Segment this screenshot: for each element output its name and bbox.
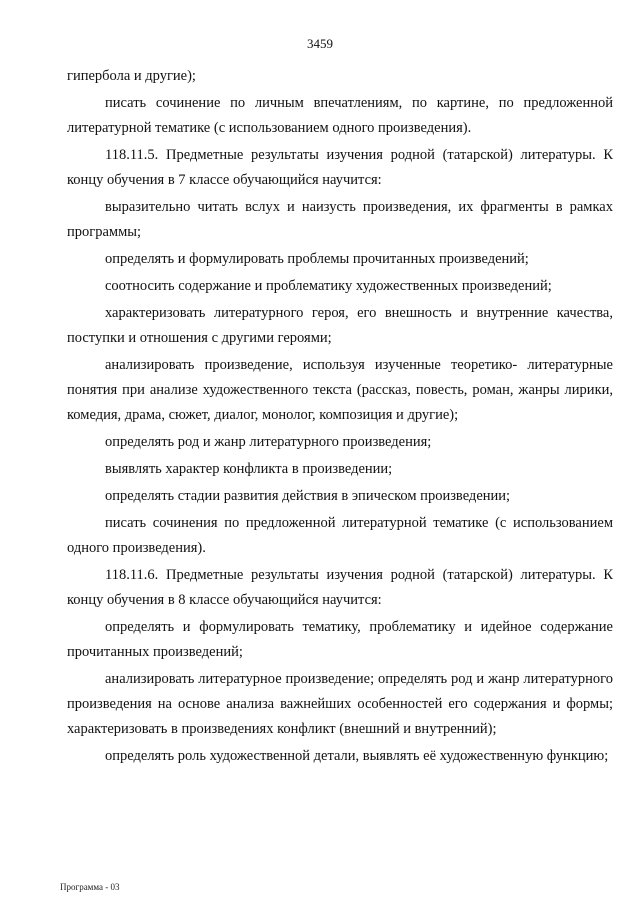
page-number: 3459 bbox=[307, 36, 333, 51]
paragraph: определять роль художественной детали, выявлять её художественную функцию; bbox=[105, 748, 609, 764]
paragraph: определять род и жанр литературного произведения; bbox=[105, 434, 432, 450]
paragraph: соотносить содержание и проблематику художественных произведений; bbox=[105, 278, 552, 294]
document-body bbox=[67, 64, 613, 771]
paragraph: анализировать литературное произведение; определять род и жанр литературного произведения на основе анализа важнейших особенностей его содержания и формы; характеризовать в произведениях конфликт (внешний и внутренний); bbox=[67, 671, 613, 737]
paragraph: выявлять характер конфликта в произведении; bbox=[105, 461, 393, 477]
paragraph: гипербола и другие); bbox=[67, 68, 196, 84]
paragraph: определять и формулировать проблемы прочитанных произведений; bbox=[105, 251, 529, 267]
section-heading-118-11-6: 118.11.6. Предметные результаты изучения родной (татарской) литературы. К концу обучения в 8 классе обучающийся научится: bbox=[67, 567, 613, 608]
paragraph: определять стадии развития действия в эпическом произведении; bbox=[105, 488, 511, 504]
paragraph: писать сочинение по личным впечатлениям, по картине, по предложенной литературной тематике (с использованием одного произведения). bbox=[67, 95, 613, 136]
footer-label: Программа - 03 bbox=[60, 882, 120, 892]
paragraph: писать сочинения по предложенной литературной тематике (с использованием одного произведения). bbox=[67, 515, 613, 556]
paragraph: анализировать произведение, используя изученные теоретико- литературные понятия при анализе художественного текста (рассказ, повесть, роман, жанры лирики, комедия, драма, сюжет, диалог, монолог, композиция и другие); bbox=[67, 357, 613, 423]
paragraph: характеризовать литературного героя, его внешность и внутренние качества, поступки и отношения с другими героями; bbox=[67, 305, 613, 346]
section-heading-118-11-5: 118.11.5. Предметные результаты изучения родной (татарской) литературы. К концу обучения в 7 классе обучающийся научится: bbox=[67, 147, 613, 188]
paragraph: выразительно читать вслух и наизусть произведения, их фрагменты в рамках программы; bbox=[67, 199, 613, 240]
paragraph: определять и формулировать тематику, проблематику и идейное содержание прочитанных произведений; bbox=[67, 619, 613, 660]
